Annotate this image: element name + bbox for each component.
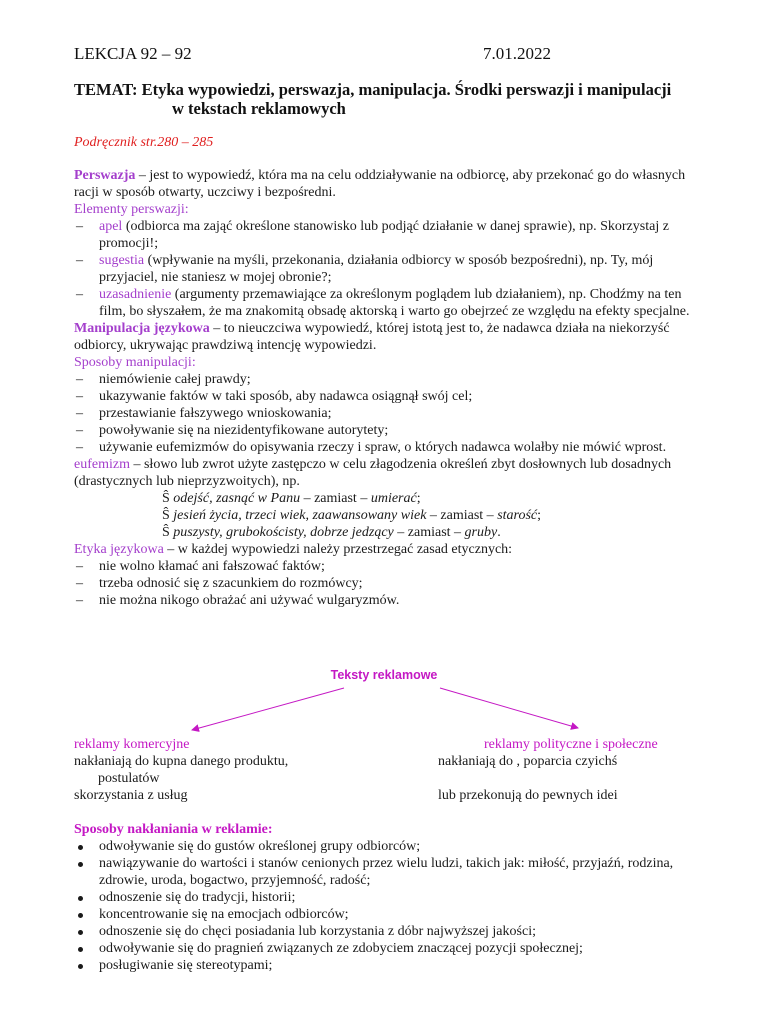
- list-item: – apel (odbiorca ma zająć określone stanowisko lub podjąć działanie w danej sprawie), np. Skorzystaj z promocji!;: [74, 218, 694, 252]
- political-ads-heading: reklamy polityczne i społeczne: [484, 737, 658, 752]
- list-item: – przestawianie fałszywego wnioskowania;: [74, 405, 694, 422]
- topic-line-1: TEMAT: Etyka wypowiedzi, perswazja, manipulacja. Środki perswazji i manipulacji: [74, 80, 672, 99]
- list-item: odwoływanie się do gustów określonej grupy odbiorców;: [74, 838, 694, 855]
- list-item: – niemówienie całej prawdy;: [74, 371, 694, 388]
- commercial-ads-line: nakłaniają do kupna danego produktu,: [74, 754, 289, 769]
- euphemism-example: Ŝ jesień życia, trzeci wiek, zaawansowany wiek – zamiast – starość;: [162, 508, 542, 523]
- list-item: – sugestia (wpływanie na myśli, przekonania, działania odbiorcy w sposób bezpośredni), np. Ty, mój przyjaciel, nie staniesz w mojej obronie?;: [74, 252, 694, 286]
- list-item: – uzasadnienie (argumenty przemawiające za określonym poglądem lub działaniem), np. Chodźmy na ten film, bo słyszałem, że ma znakomitą obsadę aktorską i warto go obejrzeć ze względu na efekty specjalne.: [74, 286, 694, 320]
- textbook-reference: Podręcznik str.280 – 285: [74, 135, 214, 150]
- lesson-date: 7.01.2022: [483, 44, 551, 63]
- arrow-right: [440, 688, 578, 728]
- list-item: – ukazywanie faktów w taki sposób, aby nadawca osiągnął swój cel;: [74, 388, 694, 405]
- list-item: odwoływanie się do pragnień związanych ze zdobyciem znaczącej pozycji społecznej;: [74, 940, 694, 957]
- manipulation-methods-heading: Sposoby manipulacji:: [74, 355, 196, 370]
- list-item: odnoszenie się do chęci posiadania lub korzystania z dóbr najwyższej jakości;: [74, 923, 694, 940]
- list-item: – powoływanie się na niezidentyfikowane autorytety;: [74, 422, 694, 439]
- political-ads-line: lub przekonują do pewnych idei: [438, 788, 618, 803]
- lesson-number: LEKCJA 92 – 92: [74, 44, 192, 63]
- persuasion-ways-heading: Sposoby nakłaniania w reklamie:: [74, 822, 273, 837]
- political-ads-line: [438, 770, 698, 787]
- list-item: koncentrowanie się na emocjach odbiorców;: [74, 906, 694, 923]
- manipulation-definition: Manipulacja językowa – to nieuczciwa wypowiedź, której istotą jest to, że nadawca działa na niekorzyść odbiorcy, ukrywając prawdziwą intencję wypowiedzi.: [74, 321, 670, 353]
- euphemism-definition: eufemizm – słowo lub zwrot użyte zastępczo w celu złagodzenia określeń zbyt dosłownych lub dosadnych (drastycznych lub nieprzyzwoitych), np.: [74, 457, 672, 489]
- list-item: – nie wolno kłamać ani fałszować faktów;: [74, 558, 694, 575]
- commercial-ads-line: postulatów: [98, 771, 160, 786]
- arrow-left: [192, 688, 344, 730]
- commercial-ads-heading: reklamy komercyjne: [74, 737, 190, 752]
- list-item: – nie można nikogo obrażać ani używać wulgaryzmów.: [74, 592, 694, 609]
- political-ads-column: [438, 736, 698, 804]
- commercial-ads-column: [74, 736, 404, 804]
- list-item: nawiązywanie do wartości i stanów cenionych przez wielu ludzi, takich jak: miłość, przyjaźń, rodzina, zdrowie, uroda, bogactwo, przyjemność, radość;: [74, 855, 694, 889]
- persuasion-elements-heading: Elementy perswazji:: [74, 202, 189, 217]
- ethics-definition: Etyka językowa – w każdej wypowiedzi należy przestrzegać zasad etycznych:: [74, 542, 513, 557]
- list-item: – używanie eufemizmów do opisywania rzeczy i spraw, o których nadawca wolałby nie mówić wprost.: [74, 439, 694, 456]
- persuasion-term: Perswazja: [74, 168, 136, 183]
- ethics-term: Etyka językowa: [74, 542, 164, 557]
- persuasion-ways-section: [74, 821, 694, 974]
- topic-line-2: w tekstach reklamowych: [172, 99, 346, 118]
- persuasion-ways-list: [74, 838, 694, 974]
- manipulation-term: Manipulacja językowa: [74, 321, 210, 336]
- commercial-ads-line: skorzystania z usług: [74, 788, 188, 803]
- euphemism-example: Ŝ odejść, zasnąć w Panu – zamiast – umierać;: [162, 491, 421, 506]
- political-ads-line: nakłaniają do , poparcia czyichś: [438, 754, 618, 769]
- euphemism-example: Ŝ puszysty, grubokościsty, dobrze jedzący – zamiast – gruby.: [162, 525, 501, 540]
- list-item: posługiwanie się stereotypami;: [74, 957, 694, 974]
- euphemism-term: eufemizm: [74, 457, 130, 472]
- list-item: odnoszenie się do tradycji, historii;: [74, 889, 694, 906]
- ads-diagram-title: Teksty reklamowe: [330, 668, 438, 682]
- persuasion-definition: Perswazja – jest to wypowiedź, która ma na celu oddziaływanie na odbiorcę, aby przekonać go do własnych racji w sposób otwarty, uczciwy i bezpośredni.: [74, 168, 686, 200]
- list-item: – trzeba odnosić się z szacunkiem do rozmówcy;: [74, 575, 694, 592]
